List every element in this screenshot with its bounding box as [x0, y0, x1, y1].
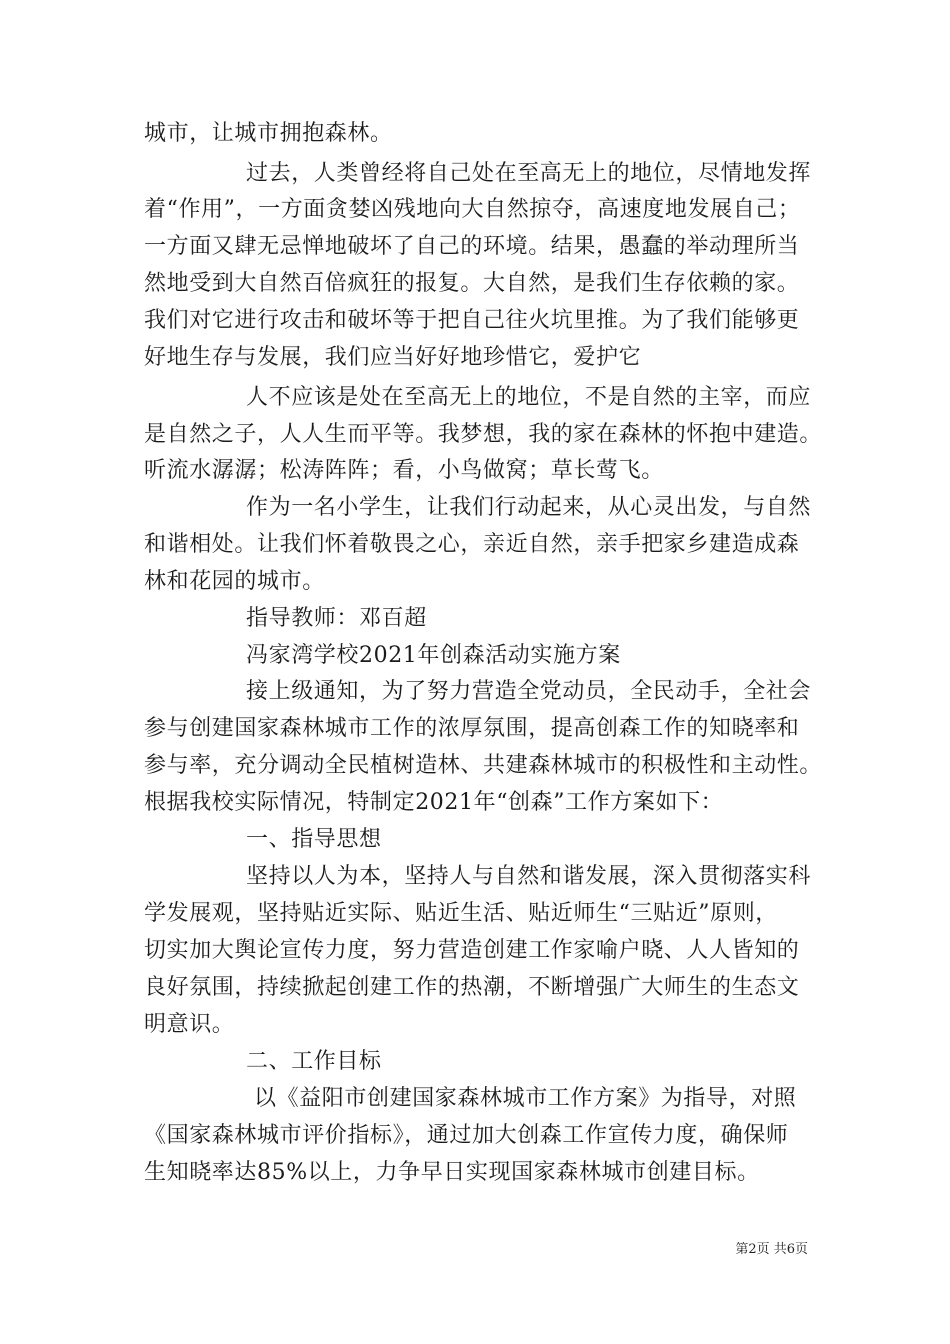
paragraph-line: 作为一名小学生，让我们行动起来，从心灵出发，与自然	[246, 495, 812, 520]
paragraph-line: 根据我校实际情况，特制定2021年“创森”工作方案如下：	[144, 790, 724, 815]
teacher-line: 指导教师：邓百超	[246, 606, 427, 631]
paragraph-line: 明意识。	[144, 1012, 235, 1037]
paragraph-line: 一方面又肆无忌惮地破坏了自己的环境。结果，愚蠢的举动理所当	[144, 234, 800, 259]
paragraph-line: 林和花园的城市。	[144, 569, 325, 594]
paragraph-line: 参与率，充分调动全民植树造林、共建森林城市的积极性和主动性。	[144, 753, 823, 778]
paragraph-line: 和谐相处。让我们怀着敬畏之心，亲近自然，亲手把家乡建造成森	[144, 532, 800, 557]
plan-title: 冯家湾学校2021年创森活动实施方案	[246, 643, 621, 668]
paragraph-line: 人不应该是处在至高无上的地位，不是自然的主宰，而应	[246, 385, 812, 410]
paragraph-line: 我们对它进行攻击和破坏等于把自己往火坑里推。为了我们能够更	[144, 308, 800, 333]
paragraph-line: 学发展观，坚持贴近实际、贴近生活、贴近师生“三贴近”原则，	[144, 901, 778, 926]
paragraph-line: 接上级通知，为了努力营造全党动员，全民动手，全社会	[246, 679, 812, 704]
paragraph-line: 生知晓率达85%以上，力争早日实现国家森林城市创建目标。	[144, 1160, 760, 1185]
paragraph-line: 以《益阳市创建国家森林城市工作方案》为指导，对照	[254, 1086, 797, 1111]
paragraph-line: 然地受到大自然百倍疯狂的报复。大自然，是我们生存依赖的家。	[144, 271, 800, 296]
paragraph-line: 参与创建国家森林城市工作的浓厚氛围，提高创森工作的知晓率和	[144, 716, 800, 741]
page-number-footer: 第2页 共6页	[735, 1242, 808, 1257]
paragraph-line: 是自然之子，人人生而平等。我梦想，我的家在森林的怀抱中建造。	[144, 422, 823, 447]
paragraph-line: 良好氛围，持续掀起创建工作的热潮，不断增强广大师生的生态文	[144, 975, 800, 1000]
paragraph-line: 《国家森林城市评价指标》，通过加大创森工作宣传力度，确保师	[144, 1123, 789, 1148]
paragraph-line: 城市，让城市拥抱森林。	[144, 121, 393, 146]
paragraph-line: 听流水潺潺；松涛阵阵；看，小鸟做窝；草长莺飞。	[144, 458, 664, 483]
paragraph-line: 过去，人类曾经将自己处在至高无上的地位，尽情地发挥	[246, 161, 812, 186]
paragraph-line: 坚持以人为本，坚持人与自然和谐发展，深入贯彻落实科	[246, 864, 812, 889]
paragraph-line: 好地生存与发展，我们应当好好地珍惜它，爱护它	[144, 345, 642, 370]
section-heading: 一、指导思想	[246, 827, 382, 852]
paragraph-line: 切实加大舆论宣传力度，努力营造创建工作家喻户晓、人人皆知的	[144, 938, 800, 963]
paragraph-line: 着“作用”，一方面贪婪凶残地向大自然掠夺，高速度地发展自己；	[144, 197, 801, 222]
section-heading: 二、工作目标	[246, 1049, 382, 1074]
